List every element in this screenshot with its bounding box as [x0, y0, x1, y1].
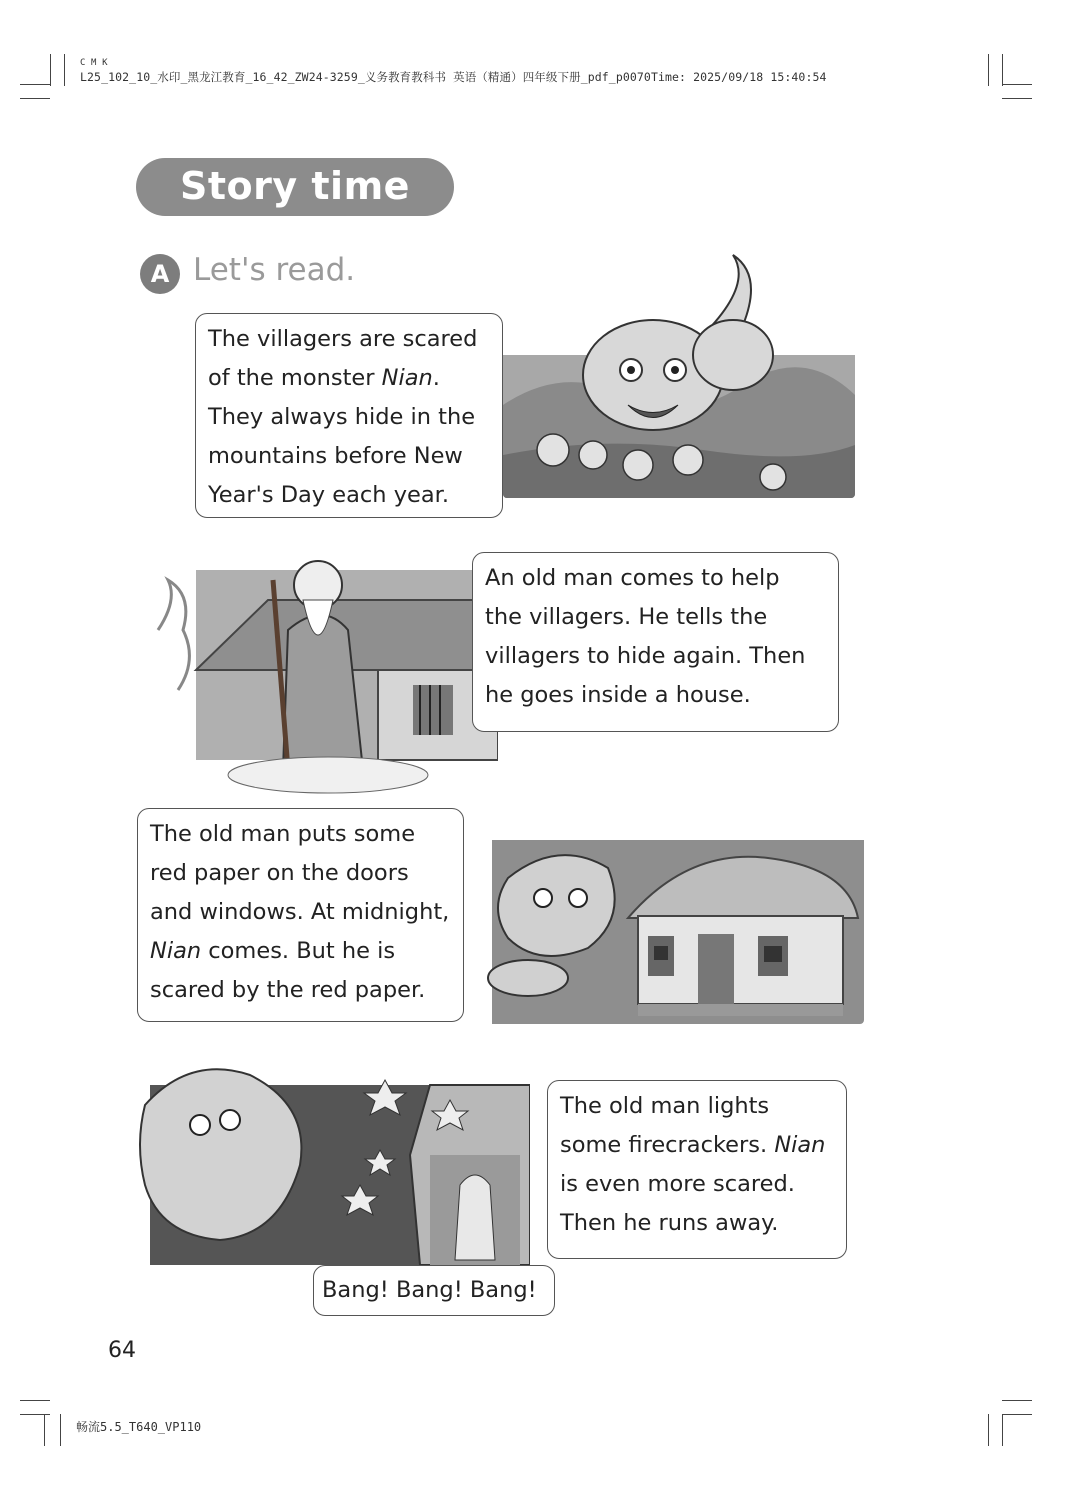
crop-mark — [988, 1414, 989, 1446]
story-box-2 — [472, 552, 839, 732]
villagers-fleeing-nian-image — [503, 245, 855, 498]
print-header — [80, 58, 827, 85]
crop-mark — [20, 98, 50, 99]
story-line: red paper on the doors — [150, 860, 409, 886]
story-line: he goes inside a house. — [485, 682, 751, 708]
crop-mark — [20, 84, 50, 85]
story-line: and windows. At midnight, — [150, 899, 450, 925]
crop-mark — [1002, 1400, 1032, 1401]
nian-name: Nian — [150, 938, 202, 964]
story-line: some firecrackers. Nian — [560, 1132, 826, 1158]
crop-mark — [20, 1400, 50, 1401]
crop-mark — [1002, 54, 1003, 86]
print-cmk-label: C M K — [80, 58, 108, 68]
story-line: is even more scared. — [560, 1171, 795, 1197]
nian-near-house-image — [468, 818, 864, 1024]
old-man-by-house-image — [148, 540, 498, 798]
section-title: Let's read. — [193, 252, 356, 288]
story-line: The villagers are scared — [208, 326, 478, 352]
bang-speech-box: Bang! Bang! Bang! — [313, 1265, 555, 1316]
story-line: mountains before New — [208, 443, 463, 469]
story-line: Then he runs away. — [560, 1210, 779, 1236]
crop-mark — [1002, 1414, 1003, 1446]
crop-mark — [1002, 84, 1032, 85]
story-box-4 — [547, 1080, 847, 1259]
crop-mark — [44, 1414, 45, 1446]
story-line: They always hide in the — [208, 404, 476, 430]
story-line: villagers to hide again. Then — [485, 643, 806, 669]
story-box-3 — [137, 808, 464, 1022]
story-line: the villagers. He tells the — [485, 604, 768, 630]
page-number: 64 — [108, 1338, 136, 1363]
print-header-line: L25_102_10_水印_黑龙江教育_16_42_ZW24-3259_义务教育教科书 英语（精通）四年级下册_pdf_p0070Time: 2025/09/18 15:40:54 — [80, 70, 827, 84]
story-box-1 — [195, 313, 503, 518]
story-line: scared by the red paper. — [150, 977, 426, 1003]
story-line: Nian comes. But he is — [150, 938, 396, 964]
crop-mark — [988, 54, 989, 86]
crop-mark — [1002, 98, 1032, 99]
print-footer: 畅流5.5_T640_VP110 — [76, 1420, 202, 1434]
section-pill — [136, 158, 454, 216]
nian-firecrackers-image — [130, 1045, 530, 1275]
crop-mark — [1002, 1414, 1032, 1415]
crop-mark — [64, 54, 65, 86]
story-line: of the monster Nian. — [208, 365, 440, 391]
crop-mark — [20, 1414, 50, 1415]
story-line: The old man puts some — [150, 821, 416, 847]
nian-name: Nian — [381, 365, 433, 391]
crop-mark — [60, 1414, 61, 1446]
story-line: Year's Day each year. — [208, 482, 449, 508]
nian-name: Nian — [774, 1132, 826, 1158]
crop-mark — [50, 54, 51, 86]
section-badge: A — [140, 254, 180, 294]
story-line: An old man comes to help — [485, 565, 780, 591]
section-pill-label: Story time — [180, 164, 410, 208]
story-line: The old man lights — [560, 1093, 770, 1119]
